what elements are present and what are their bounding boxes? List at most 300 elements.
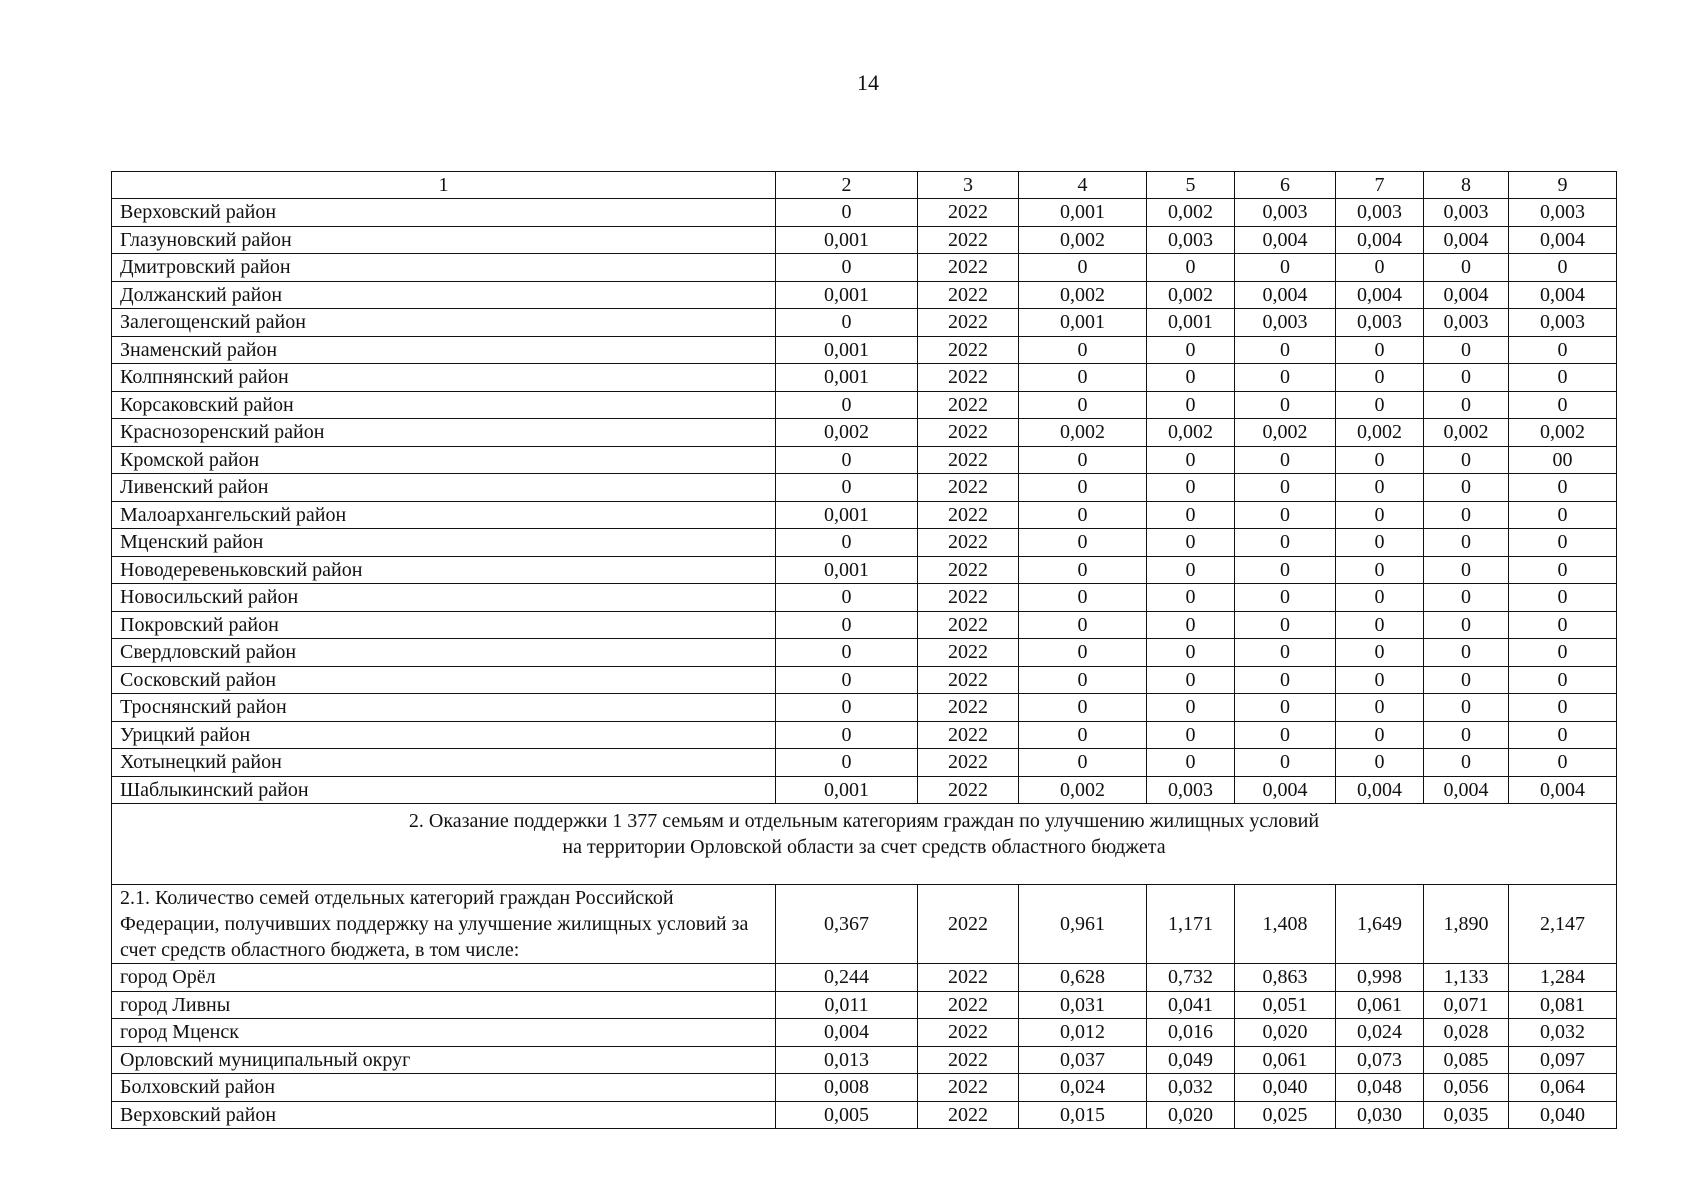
- value-cell: 0,002: [1147, 419, 1235, 447]
- value-cell: 0: [1019, 474, 1147, 502]
- value-cell: 0,003: [1336, 309, 1424, 337]
- value-cell: 2022: [918, 611, 1019, 639]
- value-cell: 0,015: [1019, 1101, 1147, 1129]
- value-cell: 0: [1019, 254, 1147, 282]
- value-cell: 1,890: [1424, 885, 1509, 964]
- table-row: [112, 529, 1617, 557]
- value-cell: 2022: [918, 364, 1019, 392]
- table-row: [112, 501, 1617, 529]
- value-cell: 0: [1235, 501, 1336, 529]
- value-cell: 0,020: [1235, 1019, 1336, 1047]
- value-cell: 2: [776, 172, 918, 199]
- value-cell: 7: [1336, 172, 1424, 199]
- value-cell: 0,011: [776, 991, 918, 1019]
- value-cell: 0,003: [1424, 199, 1509, 227]
- table-row: [112, 226, 1617, 254]
- value-cell: 0,003: [1509, 199, 1617, 227]
- value-cell: 0,001: [776, 556, 918, 584]
- table-row: [112, 1046, 1617, 1074]
- value-cell: 0: [776, 584, 918, 612]
- value-cell: 2022: [918, 749, 1019, 777]
- row-label-cell: Малоархангельский район: [112, 501, 776, 529]
- table-row: [112, 776, 1617, 804]
- value-cell: 0,002: [1424, 419, 1509, 447]
- value-cell: 2022: [918, 991, 1019, 1019]
- value-cell: 0: [1147, 749, 1235, 777]
- value-cell: 0: [1019, 584, 1147, 612]
- row-label-cell: Мценский район: [112, 529, 776, 557]
- value-cell: 0,020: [1147, 1101, 1235, 1129]
- value-cell: 0,628: [1019, 964, 1147, 992]
- value-cell: 0: [1235, 336, 1336, 364]
- value-cell: 0,024: [1336, 1019, 1424, 1047]
- value-cell: 0: [1019, 446, 1147, 474]
- value-cell: 0: [1336, 611, 1424, 639]
- value-cell: 0,035: [1424, 1101, 1509, 1129]
- value-cell: 0,001: [776, 226, 918, 254]
- value-cell: 4: [1019, 172, 1147, 199]
- value-cell: 0,001: [776, 336, 918, 364]
- value-cell: 0,004: [1509, 226, 1617, 254]
- value-cell: 0,732: [1147, 964, 1235, 992]
- table-row: [112, 964, 1617, 992]
- value-cell: 0,002: [1147, 281, 1235, 309]
- table-row: [112, 694, 1617, 722]
- value-cell: 0: [1147, 336, 1235, 364]
- value-cell: 0: [776, 721, 918, 749]
- value-cell: 0: [1147, 721, 1235, 749]
- table-row: [112, 639, 1617, 667]
- value-cell: 0: [1147, 639, 1235, 667]
- value-cell: 2022: [918, 199, 1019, 227]
- value-cell: 0,049: [1147, 1046, 1235, 1074]
- value-cell: 0: [1509, 694, 1617, 722]
- value-cell: 0: [1235, 694, 1336, 722]
- value-cell: 0: [776, 391, 918, 419]
- value-cell: 0: [776, 694, 918, 722]
- value-cell: 0,004: [1235, 776, 1336, 804]
- value-cell: 0,002: [1336, 419, 1424, 447]
- value-cell: 0: [1424, 529, 1509, 557]
- value-cell: 0,040: [1509, 1101, 1617, 1129]
- value-cell: 0: [1424, 474, 1509, 502]
- value-cell: 2022: [918, 419, 1019, 447]
- value-cell: 0: [1336, 336, 1424, 364]
- value-cell: 0,863: [1235, 964, 1336, 992]
- row-label-cell: город Орёл: [112, 964, 776, 992]
- value-cell: 0: [1147, 556, 1235, 584]
- value-cell: 0,961: [1019, 885, 1147, 964]
- value-cell: 0,004: [1509, 281, 1617, 309]
- row-label-cell: Урицкий район: [112, 721, 776, 749]
- value-cell: 0,001: [1019, 309, 1147, 337]
- indicator-table: [111, 171, 1617, 1129]
- table-row: [112, 336, 1617, 364]
- value-cell: 0: [1235, 749, 1336, 777]
- value-cell: 0: [1019, 639, 1147, 667]
- value-cell: 6: [1235, 172, 1336, 199]
- value-cell: 0,005: [776, 1101, 918, 1129]
- value-cell: 0: [1336, 529, 1424, 557]
- value-cell: 0: [776, 529, 918, 557]
- row-label-cell: Болховский район: [112, 1074, 776, 1102]
- value-cell: 2022: [918, 1046, 1019, 1074]
- value-cell: 2022: [918, 776, 1019, 804]
- value-cell: 0: [1424, 556, 1509, 584]
- value-cell: 0: [1336, 446, 1424, 474]
- value-cell: 0: [776, 199, 918, 227]
- value-cell: 0,024: [1019, 1074, 1147, 1102]
- row-label-cell: город Мценск: [112, 1019, 776, 1047]
- value-cell: 0: [1336, 584, 1424, 612]
- value-cell: 2022: [918, 254, 1019, 282]
- value-cell: 0,003: [1147, 776, 1235, 804]
- value-cell: 0,002: [776, 419, 918, 447]
- value-cell: 0: [1336, 501, 1424, 529]
- row-label-cell: Кромской район: [112, 446, 776, 474]
- value-cell: 0: [1147, 446, 1235, 474]
- row-label-cell: город Ливны: [112, 991, 776, 1019]
- value-cell: 0: [776, 666, 918, 694]
- value-cell: 0,004: [1235, 281, 1336, 309]
- value-cell: 2022: [918, 964, 1019, 992]
- value-cell: 3: [918, 172, 1019, 199]
- table-row: [112, 281, 1617, 309]
- value-cell: 0: [1509, 611, 1617, 639]
- value-cell: 0,025: [1235, 1101, 1336, 1129]
- value-cell: 0,001: [776, 501, 918, 529]
- row-label-cell: Новосильский район: [112, 584, 776, 612]
- header-row: [112, 172, 1617, 199]
- value-cell: 0: [1147, 391, 1235, 419]
- table-row: [112, 991, 1617, 1019]
- row-label-cell: Троснянский район: [112, 694, 776, 722]
- value-cell: 0,013: [776, 1046, 918, 1074]
- row-label-cell: Свердловский район: [112, 639, 776, 667]
- row-label-cell: Шаблыкинский район: [112, 776, 776, 804]
- row-label-cell: Колпнянский район: [112, 364, 776, 392]
- section-heading-row: [112, 804, 1617, 885]
- value-cell: 0: [1509, 666, 1617, 694]
- value-cell: 5: [1147, 172, 1235, 199]
- value-cell: 0,004: [1235, 226, 1336, 254]
- table-row: [112, 666, 1617, 694]
- value-cell: 0: [1235, 639, 1336, 667]
- value-cell: 2022: [918, 639, 1019, 667]
- value-cell: 0,001: [1019, 199, 1147, 227]
- value-cell: 0: [1509, 639, 1617, 667]
- value-cell: 0,028: [1424, 1019, 1509, 1047]
- value-cell: 0: [1424, 336, 1509, 364]
- value-cell: 0: [1509, 474, 1617, 502]
- value-cell: 0,003: [1509, 309, 1617, 337]
- value-cell: 0: [1235, 391, 1336, 419]
- value-cell: 0,244: [776, 964, 918, 992]
- row-label-cell: Корсаковский район: [112, 391, 776, 419]
- value-cell: 2022: [918, 226, 1019, 254]
- value-cell: 0,001: [1147, 309, 1235, 337]
- value-cell: 0: [1424, 446, 1509, 474]
- value-cell: 1,284: [1509, 964, 1617, 992]
- value-cell: 0,004: [1336, 226, 1424, 254]
- table-row: [112, 364, 1617, 392]
- value-cell: 0: [1424, 364, 1509, 392]
- value-cell: 0,008: [776, 1074, 918, 1102]
- table-row: [112, 584, 1617, 612]
- value-cell: 0: [1235, 611, 1336, 639]
- value-cell: 0: [1424, 749, 1509, 777]
- value-cell: 0,004: [1509, 776, 1617, 804]
- row-label-cell: Сосковский район: [112, 666, 776, 694]
- value-cell: 2022: [918, 556, 1019, 584]
- value-cell: 0: [1235, 364, 1336, 392]
- value-cell: 0,073: [1336, 1046, 1424, 1074]
- value-cell: 0,002: [1019, 226, 1147, 254]
- row-label-cell: Орловский муниципальный округ: [112, 1046, 776, 1074]
- row-label-cell: Залегощенский район: [112, 309, 776, 337]
- page-number: 14: [857, 70, 879, 95]
- table-row: [112, 1101, 1617, 1129]
- value-cell: 0: [1424, 721, 1509, 749]
- value-cell: 1,133: [1424, 964, 1509, 992]
- value-cell: 0,097: [1509, 1046, 1617, 1074]
- value-cell: 0,003: [1424, 309, 1509, 337]
- value-cell: 1,171: [1147, 885, 1235, 964]
- section-heading-line-1: 2. Оказание поддержки 1 377 семьям и отдельным категориям граждан по улучшению жилищных условий: [408, 810, 1320, 832]
- subsection-row: [112, 885, 1617, 964]
- value-cell: 2022: [918, 694, 1019, 722]
- value-cell: 0: [776, 611, 918, 639]
- value-cell: 0,001: [776, 776, 918, 804]
- value-cell: 2022: [918, 666, 1019, 694]
- value-cell: 0,004: [1336, 281, 1424, 309]
- row-label-cell: Краснозоренский район: [112, 419, 776, 447]
- value-cell: 2022: [918, 584, 1019, 612]
- value-cell: 0,001: [776, 281, 918, 309]
- value-cell: 0: [1424, 391, 1509, 419]
- table-row: [112, 199, 1617, 227]
- value-cell: 2022: [918, 885, 1019, 964]
- value-cell: 0: [1147, 529, 1235, 557]
- value-cell: 0: [1235, 474, 1336, 502]
- value-cell: 0: [1336, 254, 1424, 282]
- value-cell: 0,016: [1147, 1019, 1235, 1047]
- section-heading-line-2: на территории Орловской области за счет средств областного бюджета: [562, 836, 1166, 858]
- subsection-title: 2.1. Количество семей отдельных категорий граждан Российской Федерации, получивших поддержку на улучшение жилищных условий за счет средств областного бюджета, в том числе:: [112, 885, 776, 964]
- value-cell: 0,001: [776, 364, 918, 392]
- value-cell: 0: [1147, 584, 1235, 612]
- value-cell: 0,002: [1019, 776, 1147, 804]
- table-row: [112, 446, 1617, 474]
- value-cell: 0: [1019, 529, 1147, 557]
- row-label-cell: Верховский район: [112, 199, 776, 227]
- table-body: [112, 172, 1617, 1129]
- value-cell: 00: [1509, 446, 1617, 474]
- value-cell: 0,032: [1509, 1019, 1617, 1047]
- value-cell: 0: [1336, 749, 1424, 777]
- value-cell: 9: [1509, 172, 1617, 199]
- value-cell: 2022: [918, 336, 1019, 364]
- value-cell: 0: [1424, 254, 1509, 282]
- value-cell: 0,012: [1019, 1019, 1147, 1047]
- value-cell: 0: [1424, 666, 1509, 694]
- value-cell: 0: [776, 749, 918, 777]
- value-cell: 0: [1019, 749, 1147, 777]
- value-cell: 0: [776, 309, 918, 337]
- value-cell: 0: [1147, 666, 1235, 694]
- row-label-cell: Должанский район: [112, 281, 776, 309]
- value-cell: 0: [776, 254, 918, 282]
- value-cell: 0: [1336, 474, 1424, 502]
- value-cell: 0,004: [1424, 226, 1509, 254]
- value-cell: 0: [1147, 611, 1235, 639]
- value-cell: 0,002: [1019, 281, 1147, 309]
- value-cell: 0,002: [1235, 419, 1336, 447]
- value-cell: 2022: [918, 1101, 1019, 1129]
- value-cell: 0,037: [1019, 1046, 1147, 1074]
- table-row: [112, 419, 1617, 447]
- table-row: [112, 1019, 1617, 1047]
- value-cell: 0: [1336, 391, 1424, 419]
- value-cell: 0,071: [1424, 991, 1509, 1019]
- value-cell: 0,004: [1424, 776, 1509, 804]
- value-cell: 0,056: [1424, 1074, 1509, 1102]
- value-cell: 0,003: [1235, 309, 1336, 337]
- value-cell: 0,030: [1336, 1101, 1424, 1129]
- value-cell: 0,041: [1147, 991, 1235, 1019]
- value-cell: 0,003: [1336, 199, 1424, 227]
- value-cell: 0,998: [1336, 964, 1424, 992]
- value-cell: 0: [1509, 529, 1617, 557]
- value-cell: 0,002: [1147, 199, 1235, 227]
- value-cell: 2022: [918, 281, 1019, 309]
- value-cell: 0: [1019, 556, 1147, 584]
- value-cell: 0: [1019, 721, 1147, 749]
- value-cell: 0,040: [1235, 1074, 1336, 1102]
- value-cell: 0: [1509, 364, 1617, 392]
- value-cell: 0: [1147, 694, 1235, 722]
- value-cell: 0: [1336, 666, 1424, 694]
- value-cell: 0: [1019, 391, 1147, 419]
- table-row: [112, 474, 1617, 502]
- value-cell: 0,085: [1424, 1046, 1509, 1074]
- row-label-cell: Знаменский район: [112, 336, 776, 364]
- table-row: [112, 749, 1617, 777]
- value-cell: 0: [1424, 611, 1509, 639]
- value-cell: 0,064: [1509, 1074, 1617, 1102]
- value-cell: 0,367: [776, 885, 918, 964]
- value-cell: 2022: [918, 474, 1019, 502]
- value-cell: 0: [1235, 584, 1336, 612]
- value-cell: 8: [1424, 172, 1509, 199]
- value-cell: 0: [1424, 501, 1509, 529]
- value-cell: 0: [1336, 721, 1424, 749]
- value-cell: 0,004: [1424, 281, 1509, 309]
- row-label-cell: Дмитровский район: [112, 254, 776, 282]
- value-cell: 0: [1424, 694, 1509, 722]
- value-cell: 1,408: [1235, 885, 1336, 964]
- value-cell: 0,002: [1019, 419, 1147, 447]
- value-cell: 0: [1235, 529, 1336, 557]
- value-cell: 0: [1509, 556, 1617, 584]
- value-cell: 2022: [918, 446, 1019, 474]
- value-cell: 0,061: [1235, 1046, 1336, 1074]
- value-cell: 0: [1509, 501, 1617, 529]
- value-cell: 0,081: [1509, 991, 1617, 1019]
- value-cell: 0: [1147, 501, 1235, 529]
- value-cell: 0: [1235, 446, 1336, 474]
- value-cell: 0,003: [1147, 226, 1235, 254]
- value-cell: 2022: [918, 721, 1019, 749]
- value-cell: 0: [1336, 364, 1424, 392]
- table-row: [112, 254, 1617, 282]
- value-cell: 2022: [918, 501, 1019, 529]
- value-cell: 0: [1336, 556, 1424, 584]
- value-cell: 2022: [918, 1074, 1019, 1102]
- value-cell: 0: [1336, 639, 1424, 667]
- value-cell: 2022: [918, 309, 1019, 337]
- value-cell: 0,002: [1509, 419, 1617, 447]
- value-cell: 0: [1019, 666, 1147, 694]
- value-cell: 0: [1019, 501, 1147, 529]
- value-cell: 0,004: [776, 1019, 918, 1047]
- value-cell: 0,003: [1235, 199, 1336, 227]
- value-cell: 2,147: [1509, 885, 1617, 964]
- value-cell: 2022: [918, 529, 1019, 557]
- value-cell: 0,051: [1235, 991, 1336, 1019]
- value-cell: 2022: [918, 391, 1019, 419]
- value-cell: 0: [1235, 254, 1336, 282]
- value-cell: 0: [1235, 721, 1336, 749]
- value-cell: 0: [1509, 749, 1617, 777]
- value-cell: 0,031: [1019, 991, 1147, 1019]
- value-cell: 0: [1424, 639, 1509, 667]
- table-row: [112, 611, 1617, 639]
- value-cell: 0,032: [1147, 1074, 1235, 1102]
- value-cell: 0,048: [1336, 1074, 1424, 1102]
- table-row: [112, 556, 1617, 584]
- row-label-cell: Хотынецкий район: [112, 749, 776, 777]
- table-row: [112, 391, 1617, 419]
- value-cell: 0: [1336, 694, 1424, 722]
- value-cell: 0: [1147, 474, 1235, 502]
- value-cell: 0: [1147, 364, 1235, 392]
- row-label-cell: Покровский район: [112, 611, 776, 639]
- value-cell: 1,649: [1336, 885, 1424, 964]
- value-cell: 0: [1509, 336, 1617, 364]
- value-cell: 0: [1509, 254, 1617, 282]
- row-label-cell: Верховский район: [112, 1101, 776, 1129]
- section-heading: [112, 804, 1617, 885]
- value-cell: 0: [1235, 666, 1336, 694]
- value-cell: 0: [1019, 364, 1147, 392]
- value-cell: 0: [1019, 611, 1147, 639]
- value-cell: 0: [776, 639, 918, 667]
- value-cell: 2022: [918, 1019, 1019, 1047]
- row-label-cell: Новодеревеньковский район: [112, 556, 776, 584]
- value-cell: 0: [1235, 556, 1336, 584]
- row-label-cell: Ливенский район: [112, 474, 776, 502]
- row-label-cell: Глазуновский район: [112, 226, 776, 254]
- table-row: [112, 721, 1617, 749]
- value-cell: 0: [1424, 584, 1509, 612]
- table-row: [112, 309, 1617, 337]
- row-label-cell: 1: [112, 172, 776, 199]
- value-cell: 0: [1509, 721, 1617, 749]
- value-cell: 0: [1509, 391, 1617, 419]
- value-cell: 0: [1019, 694, 1147, 722]
- value-cell: 0: [1147, 254, 1235, 282]
